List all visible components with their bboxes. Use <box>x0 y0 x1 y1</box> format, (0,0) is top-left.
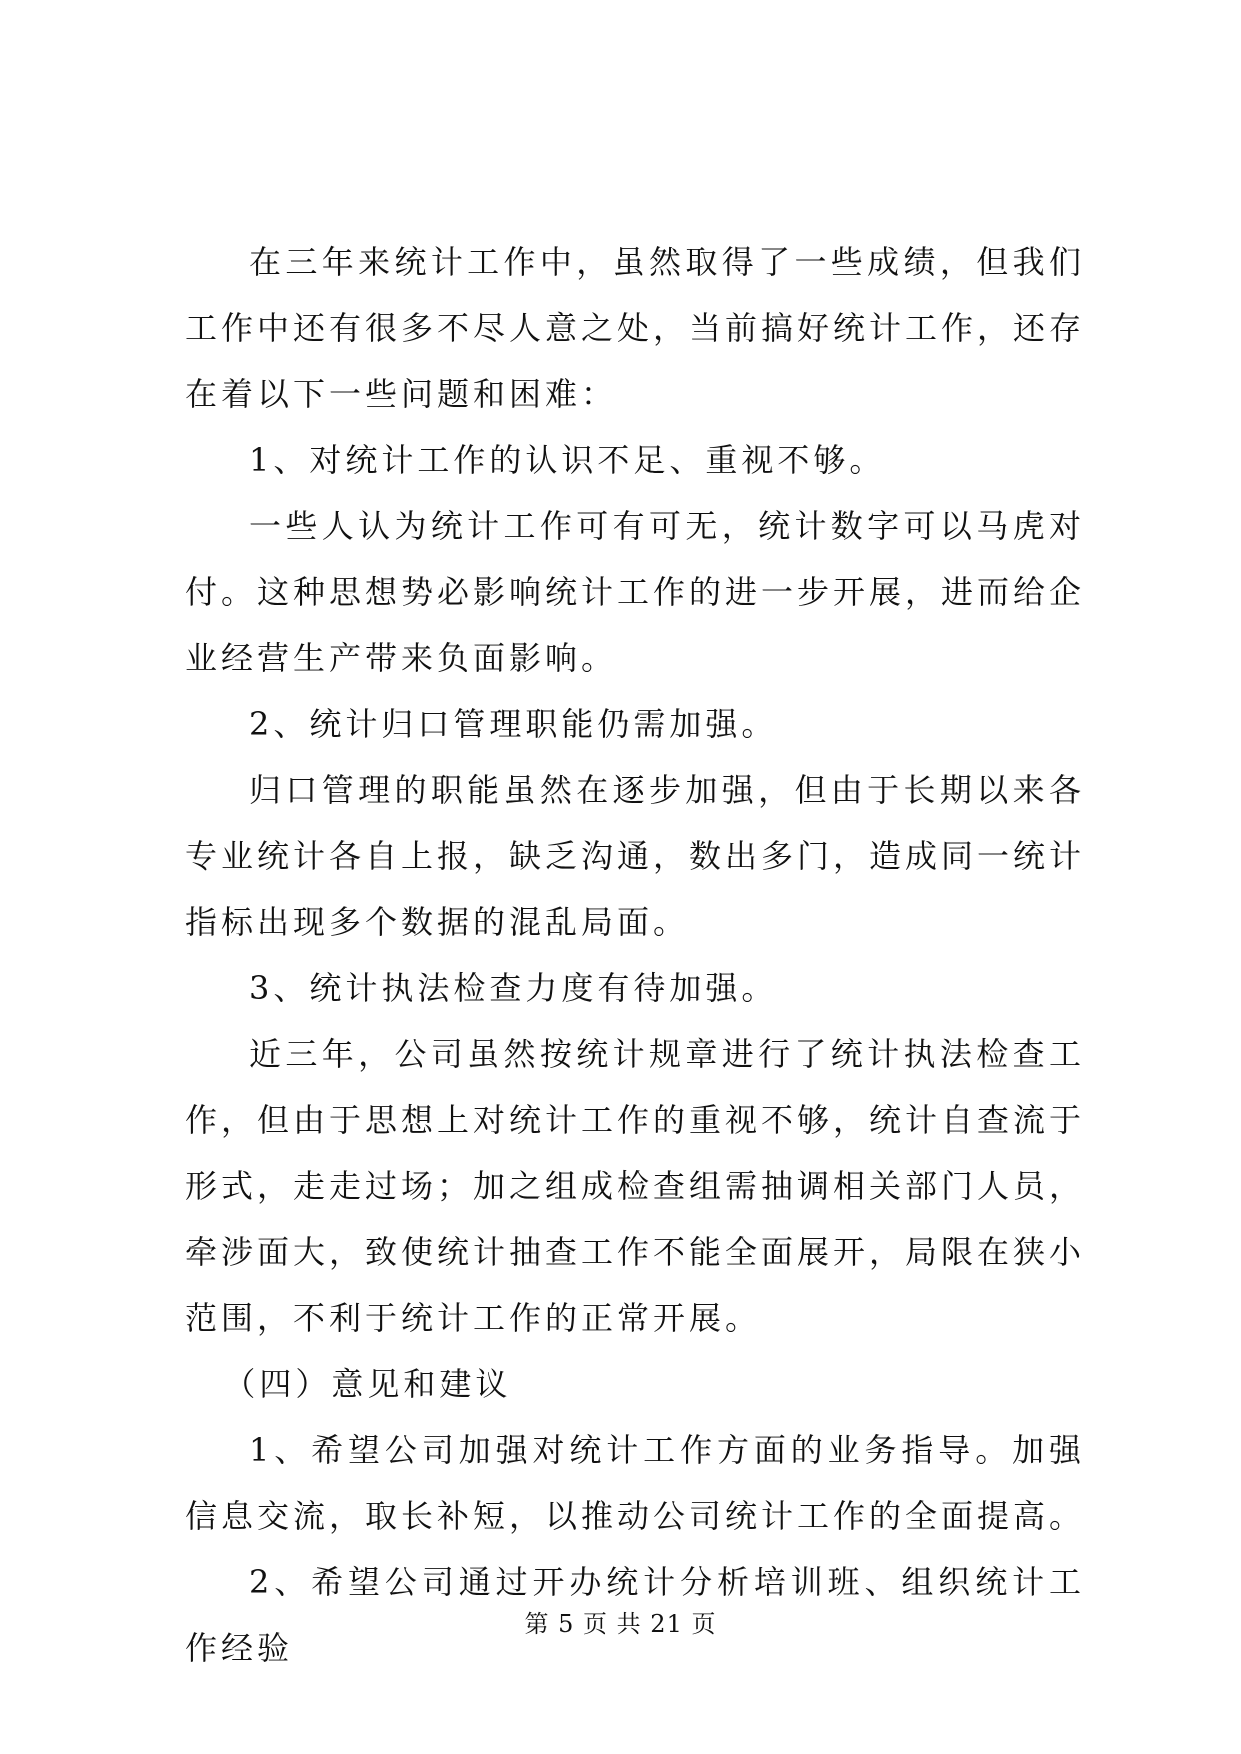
paragraph-problem-3-body: 近三年，公司虽然按统计规章进行了统计执法检查工作，但由于思想上对统计工作的重视不够，统计自查流于形式，走走过场；加之组成检查组需抽调相关部门人员，牵涉面大，致使统计抽查工作不能全面展开，局限在狭小范围，不利于统计工作的正常开展。 <box>185 1035 1086 1337</box>
paragraph-intro: 在三年来统计工作中，虽然取得了一些成绩，但我们工作中还有很多不尽人意之处，当前搞好统计工作，还存在着以下一些问题和困难： <box>185 243 1086 413</box>
paragraph-problem-1-body: 一些人认为统计工作可有可无，统计数字可以马虎对付。这种思想势必影响统计工作的进一步开展，进而给企业经营生产带来负面影响。 <box>185 507 1086 677</box>
document-body <box>185 229 1085 1681</box>
paragraph-problem-3-title: 3、统计执法检查力度有待加强。 <box>249 969 778 1007</box>
paragraph-problem-1-title: 1、对统计工作的认识不足、重视不够。 <box>249 441 886 479</box>
paragraph-problem-2-title: 2、统计归口管理职能仍需加强。 <box>249 705 778 743</box>
paragraph-suggestion-2: 2、希望公司通过开办统计分析培训班、组织统计工作经验 <box>185 1563 1085 1667</box>
page-number-footer: 第 5 页 共 21 页 <box>524 1610 717 1638</box>
paragraph-suggestion-1: 1、希望公司加强对统计工作方面的业务指导。加强信息交流，取长补短，以推动公司统计工作的全面提高。 <box>185 1431 1086 1535</box>
paragraph-problem-2-body: 归口管理的职能虽然在逐步加强，但由于长期以来各专业统计各自上报，缺乏沟通，数出多门，造成同一统计指标出现多个数据的混乱局面。 <box>185 771 1086 941</box>
section-heading-suggestions: （四）意见和建议 <box>223 1365 512 1403</box>
